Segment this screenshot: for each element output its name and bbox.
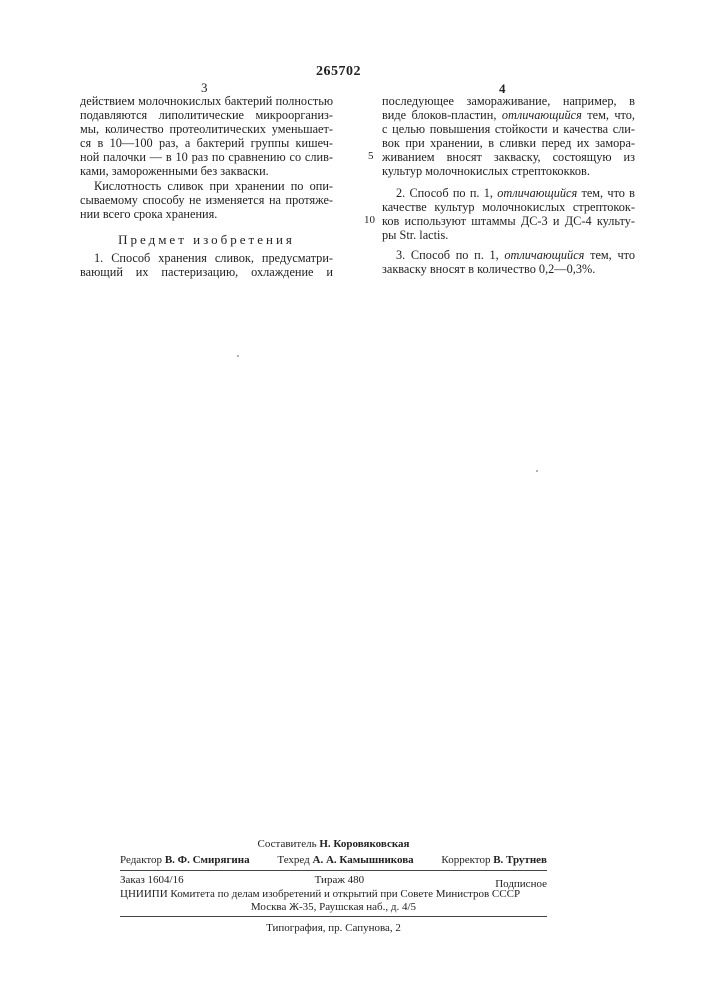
text-segment: культур молочнокислых стрептококков. (382, 164, 590, 178)
corrector-label: Корректор (441, 854, 490, 866)
line-number-5: 5 (368, 150, 374, 162)
text-segment: последующее замораживание, например, в (382, 94, 635, 108)
subscription: Подписное (495, 878, 547, 891)
text-segment: вающий их пастеризацию, охлаждение и (80, 265, 333, 279)
text-segment: сываемому способу не изменяется на протяже- (80, 193, 333, 207)
editor-label: Редактор (120, 854, 162, 866)
text-line (80, 207, 333, 221)
text-line (80, 122, 333, 136)
divider (120, 870, 547, 871)
text-line (80, 233, 333, 247)
text-line (382, 228, 635, 242)
text-line (382, 200, 635, 214)
text-segment: действием молочнокислых бактерий полностью (80, 94, 333, 108)
text-segment: подавляются липолитические микроорганиз- (80, 108, 333, 122)
text-line (382, 186, 635, 200)
techred-name: А. А. Камышникова (313, 854, 414, 866)
page-number-left: 3 (201, 80, 208, 96)
address: Москва Ж-35, Раушская наб., д. 4/5 (120, 901, 547, 914)
corrector-name: В. Трутнев (493, 854, 547, 866)
text-line (382, 164, 635, 178)
text-segment: 1. Способ хранения сливок, предусматри- (94, 251, 333, 265)
italic-term: отличающийся (504, 248, 584, 262)
text-segment: ков используют штаммы ДС-3 и ДС-4 культу- (382, 214, 635, 228)
text-line (382, 248, 635, 262)
compiler-label: Составитель (258, 838, 317, 850)
text-segment: качестве культур молочнокислых стрептокок- (382, 200, 635, 214)
text-line (382, 150, 635, 164)
compiler-line (120, 838, 547, 851)
text-segment: нии всего срока хранения. (80, 207, 217, 221)
text-segment: тем, что в (577, 186, 635, 200)
text-segment: Кислотность сливок при хранении по опи- (94, 179, 333, 193)
text-line (80, 164, 333, 178)
text-line (80, 193, 333, 207)
text-line (382, 214, 635, 228)
text-line (80, 150, 333, 164)
editor-name: В. Ф. Смирягина (165, 854, 250, 866)
text-line (80, 265, 333, 279)
text-line (382, 108, 635, 122)
text-segment: 3. Способ по п. 1, (396, 248, 504, 262)
imprint (120, 838, 547, 938)
page-number-right: 4 (499, 81, 506, 97)
text-segment: ной палочки — в 10 раз по сравнению со слив- (80, 150, 333, 164)
text-segment: ками, замороженными без закваски. (80, 164, 269, 178)
techred-label: Техред (277, 854, 309, 866)
text-segment: с целью повышения стойкости и качества сли- (382, 122, 635, 136)
compiler-name: Н. Коровяковская (319, 838, 409, 850)
text-line (80, 251, 333, 265)
text-segment: Предмет изобретения (118, 232, 295, 247)
divider (120, 916, 547, 917)
staff-line (120, 854, 547, 867)
order-number: Заказ 1604/16 (120, 874, 184, 891)
institution: ЦНИИПИ Комитета по делам изобретений и открытий при Совете Министров СССР (120, 888, 547, 901)
text-segment: тем, что, (582, 108, 635, 122)
text-line (382, 94, 635, 108)
text-segment: тем, что (584, 248, 635, 262)
text-line (80, 94, 333, 108)
text-line (382, 262, 635, 276)
text-segment: закваску вносят в количество 0,2—0,3%. (382, 262, 595, 276)
text-segment: живанием вносят закваску, состоящую из (382, 150, 635, 164)
text-segment: виде блоков-пластин, (382, 108, 502, 122)
patent-number: 265702 (316, 64, 361, 80)
italic-term: отличающийся (502, 108, 582, 122)
text-segment: ся в 10—100 раз, а бактерий группы кишеч- (80, 136, 333, 150)
text-line (80, 179, 333, 193)
text-segment: вок при хранении, в сливки перед их замора- (382, 136, 635, 150)
text-line (382, 122, 635, 136)
text-line (80, 136, 333, 150)
italic-term: отличающийся (497, 186, 577, 200)
text-segment: мы, количество протеолитических уменьшает- (80, 122, 333, 136)
printer: Типография, пр. Сапунова, 2 (120, 922, 547, 935)
print-run: Тираж 480 (315, 874, 365, 891)
line-number-10: 10 (364, 214, 375, 226)
text-line (382, 136, 635, 150)
text-segment: 2. Способ по п. 1, (396, 186, 497, 200)
text-line (80, 108, 333, 122)
text-segment: ры Str. lactis. (382, 228, 448, 242)
